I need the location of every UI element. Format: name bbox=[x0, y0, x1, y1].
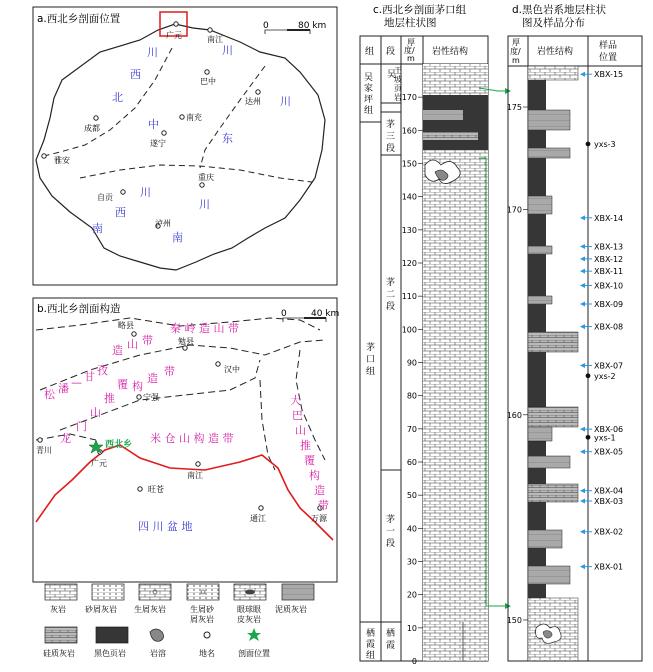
svg-text:口: 口 bbox=[366, 355, 376, 365]
panel-d-title-1: d.黑色岩系地层柱状 bbox=[512, 4, 607, 16]
formation-wujiaping bbox=[364, 72, 373, 116]
svg-text:推: 推 bbox=[300, 439, 311, 452]
panel-b-title: b.西北乡剖面构造 bbox=[37, 303, 121, 315]
svg-text:川: 川 bbox=[222, 44, 233, 57]
sample-label: XBX-07 bbox=[594, 361, 624, 371]
svg-text:眼球眼: 眼球眼 bbox=[237, 605, 261, 614]
svg-text:带: 带 bbox=[142, 334, 153, 347]
svg-text:王: 王 bbox=[394, 66, 402, 75]
c-tick-label: 20 bbox=[406, 590, 417, 600]
svg-text:吴: 吴 bbox=[387, 70, 397, 80]
sample-label: XBX-06 bbox=[594, 425, 624, 435]
svg-text:造: 造 bbox=[147, 372, 158, 385]
svg-text:厚: 厚 bbox=[407, 38, 415, 47]
sample-label: yxs-2 bbox=[594, 371, 616, 381]
svg-text:栖: 栖 bbox=[386, 629, 396, 639]
svg-text:三: 三 bbox=[386, 132, 396, 142]
panel-a bbox=[33, 7, 337, 285]
sample-arrow-head bbox=[580, 283, 585, 288]
svg-text:岩性结构: 岩性结构 bbox=[432, 47, 469, 57]
svg-text:孜: 孜 bbox=[97, 364, 108, 377]
sample-label: XBX-11 bbox=[594, 267, 624, 277]
svg-text:潘: 潘 bbox=[58, 382, 69, 395]
svg-text:生屑砂: 生屑砂 bbox=[190, 605, 214, 614]
bioclastic-sandy-limestone-icon bbox=[187, 584, 219, 600]
svg-text:巴: 巴 bbox=[292, 409, 303, 422]
panel-d bbox=[507, 3, 642, 661]
svg-text:茅: 茅 bbox=[386, 120, 396, 130]
svg-text:岩: 岩 bbox=[394, 93, 402, 102]
svg-text:家: 家 bbox=[364, 84, 374, 94]
member-mao1 bbox=[386, 513, 395, 549]
sample-label: yxs-1 bbox=[594, 433, 616, 443]
sample-arrow-head bbox=[580, 564, 585, 569]
c-tick-label: 50 bbox=[406, 491, 417, 501]
svg-text:屑灰岩: 屑灰岩 bbox=[190, 615, 214, 624]
black-shale-icon bbox=[96, 627, 128, 643]
svg-text:川: 川 bbox=[140, 186, 151, 199]
sample-label: XBX-13 bbox=[594, 242, 624, 252]
svg-text:构: 构 bbox=[132, 380, 143, 393]
bioclastic-limestone-icon bbox=[139, 584, 171, 600]
sample-arrow-head bbox=[580, 269, 585, 274]
svg-text:覆: 覆 bbox=[304, 454, 315, 467]
svg-text:一: 一 bbox=[386, 527, 396, 537]
svg-text:略县: 略县 bbox=[118, 321, 134, 330]
member-mao3 bbox=[386, 118, 395, 154]
svg-text:硅质灰岩: 硅质灰岩 bbox=[43, 649, 75, 658]
svg-text:岩溶: 岩溶 bbox=[150, 649, 166, 658]
c-tick-label: 10 bbox=[406, 623, 417, 633]
sample-arrow-head bbox=[580, 302, 585, 307]
sample-arrow-head bbox=[580, 363, 585, 368]
c-tick-label: 70 bbox=[406, 424, 417, 434]
svg-text:组: 组 bbox=[366, 367, 376, 377]
svg-text:川: 川 bbox=[147, 46, 158, 59]
svg-text:度/: 度/ bbox=[404, 46, 415, 55]
argillaceous-limestone-icon bbox=[282, 584, 314, 600]
sample-label: XBX-05 bbox=[594, 447, 624, 457]
svg-text:段: 段 bbox=[386, 144, 396, 154]
panel-c-title-2: 地层柱状图 bbox=[384, 17, 437, 29]
sample-arrow-head bbox=[580, 215, 585, 220]
sample-arrow-head bbox=[580, 324, 585, 329]
svg-text:西北乡: 西北乡 bbox=[105, 440, 133, 450]
sample-arrow-head bbox=[580, 427, 585, 432]
d-tick-label: 175 bbox=[506, 103, 522, 113]
c-tick-label: 150 bbox=[401, 159, 417, 169]
svg-text:雅安: 雅安 bbox=[54, 156, 70, 165]
sample-label: XBX-15 bbox=[594, 70, 624, 80]
sample-arrow-head bbox=[580, 256, 585, 261]
c-tick-label: 120 bbox=[401, 259, 417, 268]
panel-a-frame bbox=[33, 7, 337, 285]
svg-text:泸州: 泸州 bbox=[155, 219, 171, 228]
sample-markers bbox=[580, 70, 623, 571]
member-mao2 bbox=[386, 276, 395, 312]
d-tick-label: 170 bbox=[506, 205, 522, 215]
svg-text:泥质灰岩: 泥质灰岩 bbox=[275, 605, 307, 614]
sample-dot bbox=[586, 435, 591, 440]
panel-d-title-2: 图及样品分布 bbox=[522, 17, 585, 29]
panel-c-lithology-column bbox=[423, 64, 488, 661]
svg-text:汉中: 汉中 bbox=[224, 365, 240, 374]
svg-text:大: 大 bbox=[290, 394, 301, 407]
c-tick-label: 160 bbox=[401, 126, 417, 136]
svg-text:坪: 坪 bbox=[364, 95, 374, 105]
scale-value: 80 km bbox=[298, 21, 327, 31]
svg-text:栖: 栖 bbox=[366, 629, 376, 639]
panel-c-black-shale-block bbox=[423, 95, 488, 150]
scale-zero: 0 bbox=[263, 21, 269, 31]
svg-text:茅: 茅 bbox=[386, 278, 396, 288]
sample-label: XBX-12 bbox=[594, 254, 624, 264]
sample-dot bbox=[586, 142, 591, 147]
qinling-belt: 秦 岭 造 山 带 bbox=[170, 322, 239, 335]
svg-text:二: 二 bbox=[386, 290, 396, 300]
svg-text:松: 松 bbox=[44, 388, 55, 401]
sample-label: XBX-09 bbox=[594, 300, 624, 309]
svg-text:灰岩: 灰岩 bbox=[50, 605, 66, 614]
svg-text:山: 山 bbox=[295, 424, 306, 437]
svg-text:门: 门 bbox=[76, 420, 87, 433]
svg-text:旺苍: 旺苍 bbox=[148, 485, 164, 494]
c-tick-label: 60 bbox=[406, 458, 417, 467]
svg-text:巴中: 巴中 bbox=[200, 77, 216, 86]
svg-text:南江: 南江 bbox=[187, 471, 203, 480]
sample-label: XBX-03 bbox=[594, 496, 624, 506]
svg-text:组: 组 bbox=[365, 47, 375, 57]
svg-text:中: 中 bbox=[148, 118, 159, 131]
sample-label: XBX-14 bbox=[594, 213, 624, 223]
svg-text:宁强: 宁强 bbox=[143, 393, 159, 402]
svg-text:自贡: 自贡 bbox=[97, 193, 113, 202]
svg-text:推: 推 bbox=[104, 392, 115, 405]
svg-text:茅: 茅 bbox=[366, 343, 376, 353]
svg-text:页: 页 bbox=[394, 84, 402, 93]
svg-text:段: 段 bbox=[386, 47, 396, 57]
svg-text:南: 南 bbox=[172, 231, 183, 244]
limestone-icon bbox=[45, 584, 77, 600]
svg-text:m: m bbox=[512, 56, 520, 65]
sample-label: XBX-01 bbox=[594, 562, 624, 572]
sample-arrow-head bbox=[580, 244, 585, 249]
svg-text:剖面位置: 剖面位置 bbox=[238, 649, 270, 658]
c-tick-label: 90 bbox=[406, 358, 417, 368]
svg-text:样品: 样品 bbox=[599, 41, 618, 51]
svg-text:甘: 甘 bbox=[84, 370, 95, 383]
svg-text:生屑灰岩: 生屑灰岩 bbox=[134, 605, 166, 614]
c-tick-label: 40 bbox=[406, 524, 417, 534]
svg-text:山: 山 bbox=[127, 338, 138, 351]
svg-text:皮灰岩: 皮灰岩 bbox=[237, 615, 261, 624]
panel-c bbox=[360, 3, 488, 666]
svg-text:构: 构 bbox=[309, 469, 320, 482]
svg-text:—: — bbox=[71, 376, 82, 389]
panel-c-depth-axis bbox=[402, 93, 423, 666]
svg-text:厚: 厚 bbox=[512, 38, 520, 47]
legend bbox=[43, 584, 314, 658]
c-tick-label: 130 bbox=[401, 225, 417, 235]
svg-text:西: 西 bbox=[130, 68, 141, 81]
sandy-limestone-icon bbox=[92, 584, 124, 600]
sichuan-basin-label: 四 川 盆 地 bbox=[138, 520, 193, 533]
svg-text:青川: 青川 bbox=[36, 446, 52, 455]
svg-text:造: 造 bbox=[314, 484, 325, 497]
svg-text:东: 东 bbox=[222, 132, 233, 145]
svg-text:带: 带 bbox=[318, 499, 329, 512]
formation-qixia bbox=[366, 627, 375, 661]
svg-text:覆: 覆 bbox=[117, 378, 128, 391]
svg-text:吴: 吴 bbox=[364, 73, 374, 83]
svg-text:南江: 南江 bbox=[207, 35, 223, 44]
svg-text:坡: 坡 bbox=[394, 75, 402, 84]
svg-text:位置: 位置 bbox=[599, 53, 618, 63]
svg-text:砂屑灰岩: 砂屑灰岩 bbox=[85, 605, 117, 614]
svg-text:地名: 地名 bbox=[199, 649, 215, 658]
micang-belt: 米 仓 山 构 造 带 bbox=[150, 432, 234, 445]
svg-text:川: 川 bbox=[280, 95, 291, 108]
svg-text:霞: 霞 bbox=[366, 640, 376, 650]
svg-text:南: 南 bbox=[92, 222, 103, 235]
svg-text:重庆: 重庆 bbox=[198, 173, 214, 182]
svg-text:广元: 广元 bbox=[166, 31, 182, 40]
svg-text:成都: 成都 bbox=[84, 124, 100, 133]
sample-arrow-head bbox=[580, 498, 585, 503]
sample-arrow-head bbox=[580, 72, 585, 77]
svg-text:遂宁: 遂宁 bbox=[150, 139, 166, 148]
svg-text:茅: 茅 bbox=[386, 515, 396, 525]
svg-text:达州: 达州 bbox=[245, 97, 261, 106]
panel-c-title-1: c.西北乡剖面茅口组 bbox=[373, 4, 467, 16]
sample-label: XBX-04 bbox=[594, 486, 624, 496]
sample-arrow-head bbox=[580, 529, 585, 534]
c-tick-label: 110 bbox=[401, 292, 417, 302]
svg-text:0: 0 bbox=[281, 309, 287, 319]
d-tick-label: 160 bbox=[506, 410, 522, 420]
formation-maokou bbox=[366, 341, 375, 377]
svg-text:北: 北 bbox=[112, 91, 123, 104]
svg-text:段: 段 bbox=[386, 539, 396, 549]
panel-b bbox=[33, 298, 339, 582]
svg-text:川: 川 bbox=[199, 198, 210, 211]
sample-label: XBX-02 bbox=[594, 527, 624, 537]
siliceous-limestone-icon bbox=[45, 627, 77, 643]
svg-text:岩性结构: 岩性结构 bbox=[537, 47, 574, 57]
svg-text:组: 组 bbox=[366, 651, 376, 661]
karst-icon bbox=[150, 629, 164, 641]
svg-text:段: 段 bbox=[386, 302, 396, 312]
sample-label: XBX-10 bbox=[594, 281, 624, 291]
svg-text:40 km: 40 km bbox=[311, 309, 340, 319]
sample-arrow-head bbox=[580, 488, 585, 493]
svg-text:山: 山 bbox=[90, 406, 101, 419]
c-tick-label: 170 bbox=[401, 93, 417, 103]
svg-text:度/: 度/ bbox=[510, 47, 521, 56]
svg-text:南充: 南充 bbox=[186, 113, 202, 122]
svg-text:广元: 广元 bbox=[91, 459, 107, 468]
sample-arrow-head bbox=[580, 449, 585, 454]
svg-text:龙: 龙 bbox=[60, 432, 71, 445]
svg-text:西: 西 bbox=[115, 206, 126, 219]
svg-text:m: m bbox=[407, 54, 415, 63]
c-tick-label: 80 bbox=[406, 391, 417, 401]
panel-d-depth-axis bbox=[507, 103, 528, 625]
svg-text:万源: 万源 bbox=[311, 514, 327, 523]
c-tick-label: 140 bbox=[401, 192, 417, 202]
svg-text:造: 造 bbox=[112, 344, 123, 357]
svg-text:勉县: 勉县 bbox=[178, 337, 194, 346]
place-marker-icon bbox=[204, 632, 210, 638]
sample-dot bbox=[586, 373, 591, 378]
d-tick-label: 150 bbox=[506, 615, 522, 625]
c-tick-label: 0 bbox=[411, 657, 417, 666]
c-tick-label: 30 bbox=[406, 557, 417, 567]
svg-text:黑色页岩: 黑色页岩 bbox=[94, 649, 126, 658]
c-tick-label: 100 bbox=[401, 325, 417, 335]
sample-label: XBX-08 bbox=[594, 322, 624, 332]
svg-text:带: 带 bbox=[164, 365, 175, 378]
svg-text:通江: 通江 bbox=[250, 514, 266, 523]
sample-label: yxs-3 bbox=[594, 139, 616, 149]
svg-text:霞: 霞 bbox=[386, 641, 396, 651]
member-qixia bbox=[386, 627, 395, 651]
section-star-icon bbox=[247, 628, 261, 641]
panel-a-title: a.西北乡剖面位置 bbox=[37, 13, 121, 25]
svg-text:组: 组 bbox=[364, 106, 374, 116]
